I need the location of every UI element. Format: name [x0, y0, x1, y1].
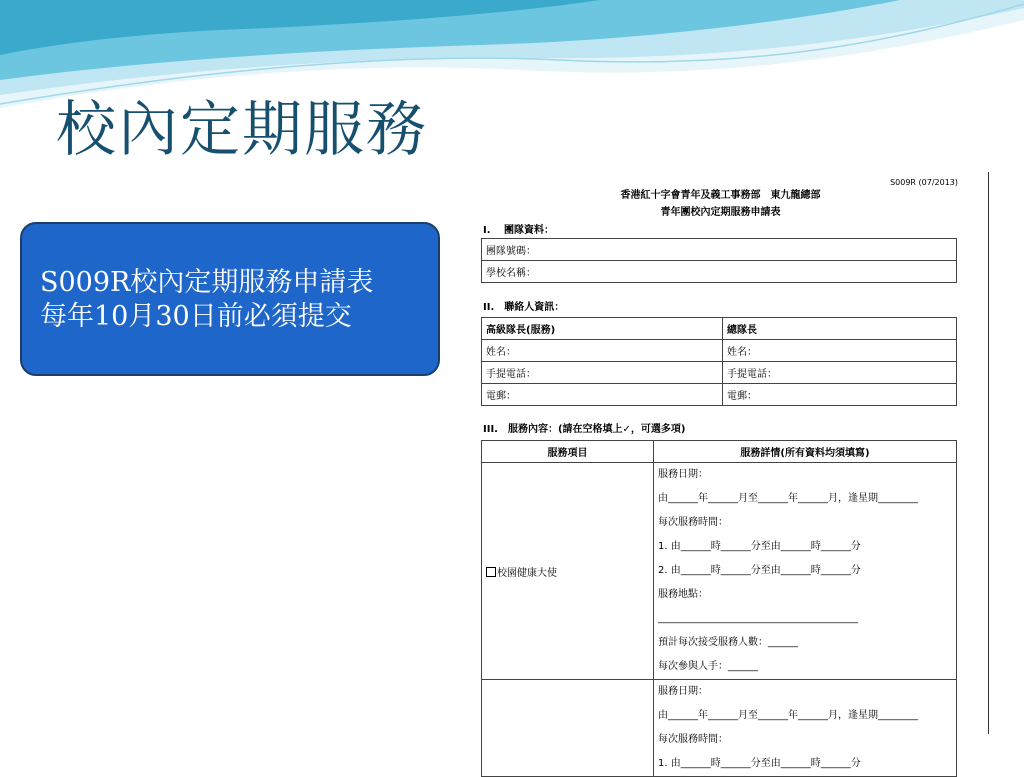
email-field: 電郵：	[482, 384, 723, 406]
detail-line: 1. 由______時______分至由______時______分	[658, 758, 861, 769]
team-info-table	[481, 238, 957, 283]
team-number-field: 團隊號碼：	[482, 239, 957, 261]
service-item-cell	[482, 680, 654, 777]
detail-line: 由______年______月至______年______月，逢星期________	[658, 710, 918, 721]
application-form-image	[453, 172, 989, 769]
form-title: 青年團校內定期服務申請表	[660, 207, 781, 218]
school-name-field: 學校名稱：	[482, 261, 957, 283]
table-row	[482, 318, 957, 340]
table-row	[482, 362, 957, 384]
form-organization: 香港紅十字會青年及義工事務部 東九龍總部	[620, 190, 821, 201]
mobile-field: 手提電話：	[723, 362, 957, 384]
detail-line: 服務地點：	[658, 589, 708, 600]
callout-form-name: S009R校內定期服務申請表	[40, 267, 374, 298]
checkbox-icon	[486, 567, 496, 577]
detail-line: 服務日期：	[658, 469, 708, 480]
detail-line: 服務日期：	[658, 686, 708, 697]
service-item-label: 校園健康大使	[497, 567, 557, 579]
table-row	[482, 680, 957, 777]
service-details-cell	[654, 463, 957, 680]
name-field: 姓名：	[482, 340, 723, 362]
column-header-senior-captain: 高級隊長(服務)	[482, 318, 723, 340]
column-header-chief-captain: 總隊長	[723, 318, 957, 340]
detail-line: 每次服務時間：	[658, 734, 728, 745]
column-header-service-details: 服務詳情(所有資料均須填寫)	[654, 441, 957, 463]
table-row	[482, 463, 957, 680]
form-code: S009R (07/2013)	[890, 178, 958, 187]
section-2-heading: II. 聯絡人資訊：	[483, 302, 565, 313]
email-field: 電郵：	[723, 384, 957, 406]
table-row	[482, 340, 957, 362]
detail-line: 由______年______月至______年______月，逢星期________	[658, 493, 918, 504]
detail-line: 2. 由______時______分至由______時______分	[658, 565, 861, 576]
column-header-service-item: 服務項目	[482, 441, 654, 463]
service-item-cell	[482, 463, 654, 680]
detail-line: 每次服務時間：	[658, 517, 728, 528]
detail-line: 每次參與人手：______	[658, 661, 758, 672]
mobile-field: 手提電話：	[482, 362, 723, 384]
table-row	[482, 261, 957, 283]
table-row	[482, 239, 957, 261]
detail-line: ________________________________________	[658, 613, 858, 624]
table-row	[482, 441, 957, 463]
detail-line: 預計每次接受服務人數：______	[658, 637, 798, 648]
table-row	[482, 384, 957, 406]
callout-deadline: 每年10月30日前必須提交	[40, 301, 352, 332]
slide-title: 校內定期服務	[56, 95, 428, 165]
service-table	[481, 440, 957, 777]
name-field: 姓名：	[723, 340, 957, 362]
section-1-heading: I. 團隊資料：	[483, 225, 555, 236]
detail-line: 1. 由______時______分至由______時______分	[658, 541, 861, 552]
contact-table	[481, 317, 957, 406]
service-details-cell	[654, 680, 957, 777]
section-3-heading: III. 服務內容：(請在空格填上✓，可選多項)	[483, 424, 686, 435]
submission-info-callout	[20, 222, 440, 376]
